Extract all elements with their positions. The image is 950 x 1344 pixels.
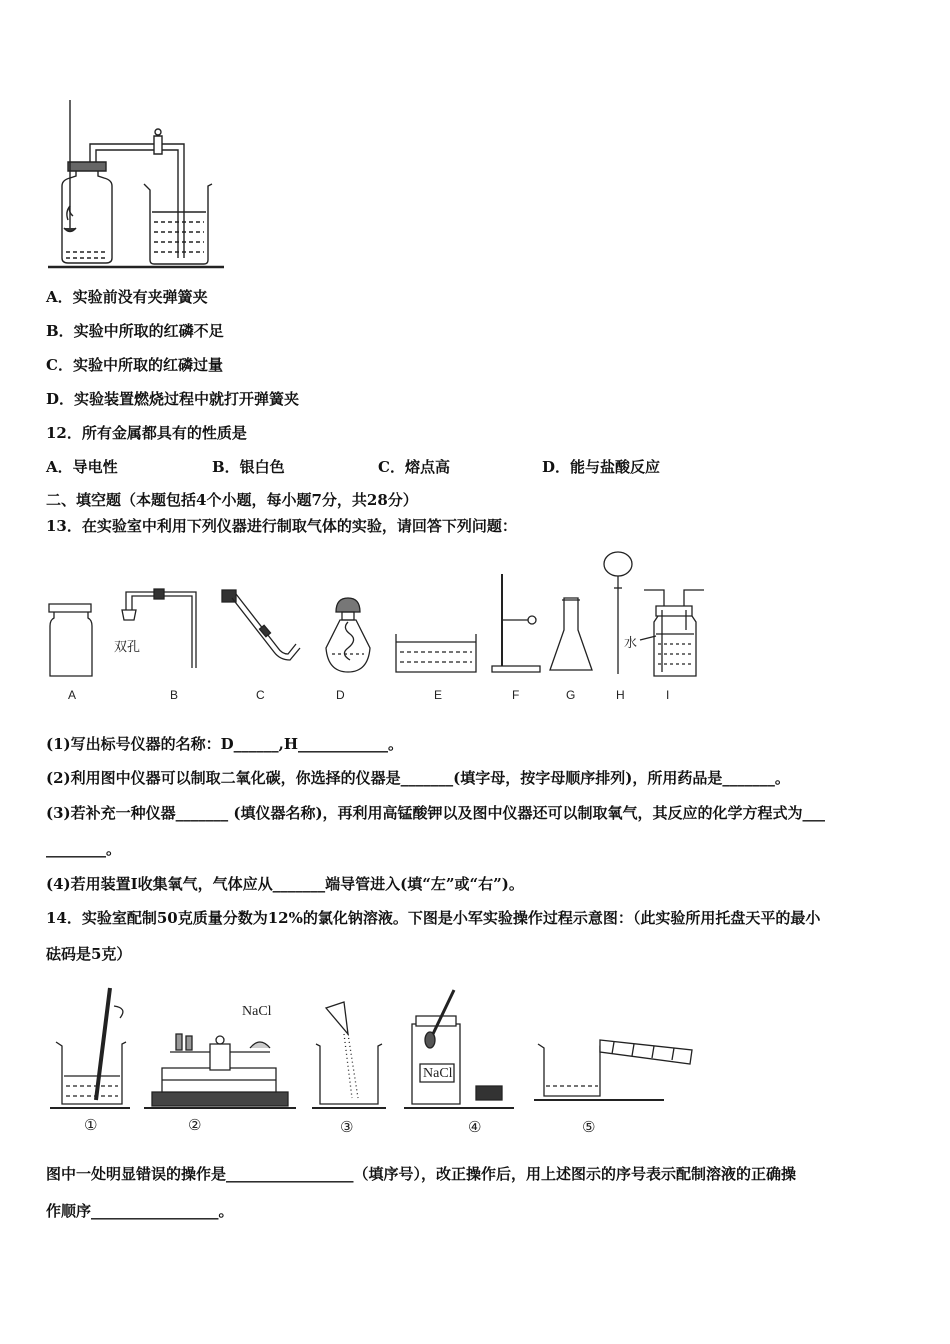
q13-stem: 13．在实验室中利用下列仪器进行制取气体的实验，请回答下列问题：: [46, 517, 517, 535]
step-number-3: ③: [340, 1118, 354, 1136]
q13-part-3-cont: ________。: [46, 840, 122, 858]
funnel-h-icon: [604, 552, 632, 674]
stirring-beaker-icon: [50, 988, 130, 1108]
section-title: 二、填空题（本题包括4个小题，每小题7分，共28分）: [46, 491, 418, 509]
apparatus-label-f: F: [512, 688, 520, 702]
label-shui: 水: [624, 635, 638, 650]
q13-part-2: (2)利用图中仪器可以制取二氧化碳，你选择的仪器是_______(填字母，按字母顺序排列)，所用药品是_______。: [46, 769, 790, 787]
step-number-2: ②: [188, 1116, 202, 1134]
q12-option-b: B．银白色: [212, 458, 285, 476]
q11-apparatus-figure: [44, 98, 234, 270]
stopper-tubes-b-icon: [122, 589, 196, 668]
balance-icon: [144, 1034, 296, 1108]
nacl-bottle-label: NaCl: [423, 1066, 453, 1081]
q11-option-b: B．实验中所取的红磷不足: [46, 322, 224, 340]
q13-part-1: (1)写出标号仪器的名称：D______,H____________。: [46, 735, 404, 753]
q14-answer-line1: 图中一处明显错误的操作是_________________（填序号），改正操作后，用上述图示的序号表示配制溶液的正确操: [46, 1165, 797, 1183]
bent-tube-c-icon: [222, 590, 300, 660]
cylinder-pouring-icon: [534, 1040, 692, 1100]
q11-option-d: D．实验装置燃烧过程中就打开弹簧夹: [46, 390, 300, 408]
apparatus-label-d: D: [336, 688, 345, 702]
q14-stem-line1: 14．实验室配制50克质量分数为12%的氯化钠溶液。下图是小军实验操作过程示意图：（此实验所用托盘天平的最小: [46, 909, 821, 927]
pouring-powder-icon: [312, 1002, 386, 1108]
label-shuangkong: 双孔: [114, 639, 141, 654]
q13-apparatus-figure: [44, 548, 708, 708]
conical-flask-g-icon: [550, 598, 592, 670]
apparatus-label-g: G: [566, 688, 576, 702]
apparatus-label-i: I: [666, 688, 670, 702]
q12-option-c: C．熔点高: [378, 458, 450, 476]
bottle-a-icon: [49, 604, 92, 676]
alcohol-lamp-d-icon: [326, 598, 370, 672]
q14-procedure-figure: [44, 986, 704, 1142]
q11-option-a: A．实验前没有夹弹簧夹: [46, 288, 208, 306]
apparatus-label-b: B: [170, 688, 179, 702]
q14-stem-line2: 砝码是5克）: [46, 945, 132, 963]
q14-answer-line2: 作顺序_________________。: [46, 1202, 234, 1220]
q11-option-c: C．实验中所取的红磷过量: [46, 356, 223, 374]
q12-stem: 12．所有金属都具有的性质是: [46, 424, 247, 442]
apparatus-label-c: C: [256, 688, 265, 702]
nacl-balance-label: NaCl: [242, 1004, 272, 1019]
step-number-5: ⑤: [582, 1118, 596, 1136]
q13-part-3: (3)若补充一种仪器_______ (填仪器名称)，再利用高锰酸钾以及图中仪器还可以制取氧气，其反应的化学方程式为___: [46, 804, 826, 822]
step-number-4: ④: [468, 1118, 482, 1136]
q12-option-d: D．能与盐酸反应: [542, 458, 661, 476]
apparatus-label-e: E: [434, 688, 443, 702]
apparatus-label-a: A: [68, 688, 77, 702]
apparatus-label-h: H: [616, 688, 625, 702]
step-number-1: ①: [84, 1116, 98, 1134]
gas-bottle-i-icon: [640, 590, 704, 676]
water-trough-e-icon: [396, 634, 476, 672]
iron-stand-f-icon: [492, 574, 540, 672]
reagent-bottle-icon: [404, 990, 514, 1108]
q12-option-a: A．导电性: [46, 458, 118, 476]
q13-part-4: (4)若用装置I收集氧气，气体应从_______端导管进入(填“左”或“右”)。: [46, 875, 524, 893]
